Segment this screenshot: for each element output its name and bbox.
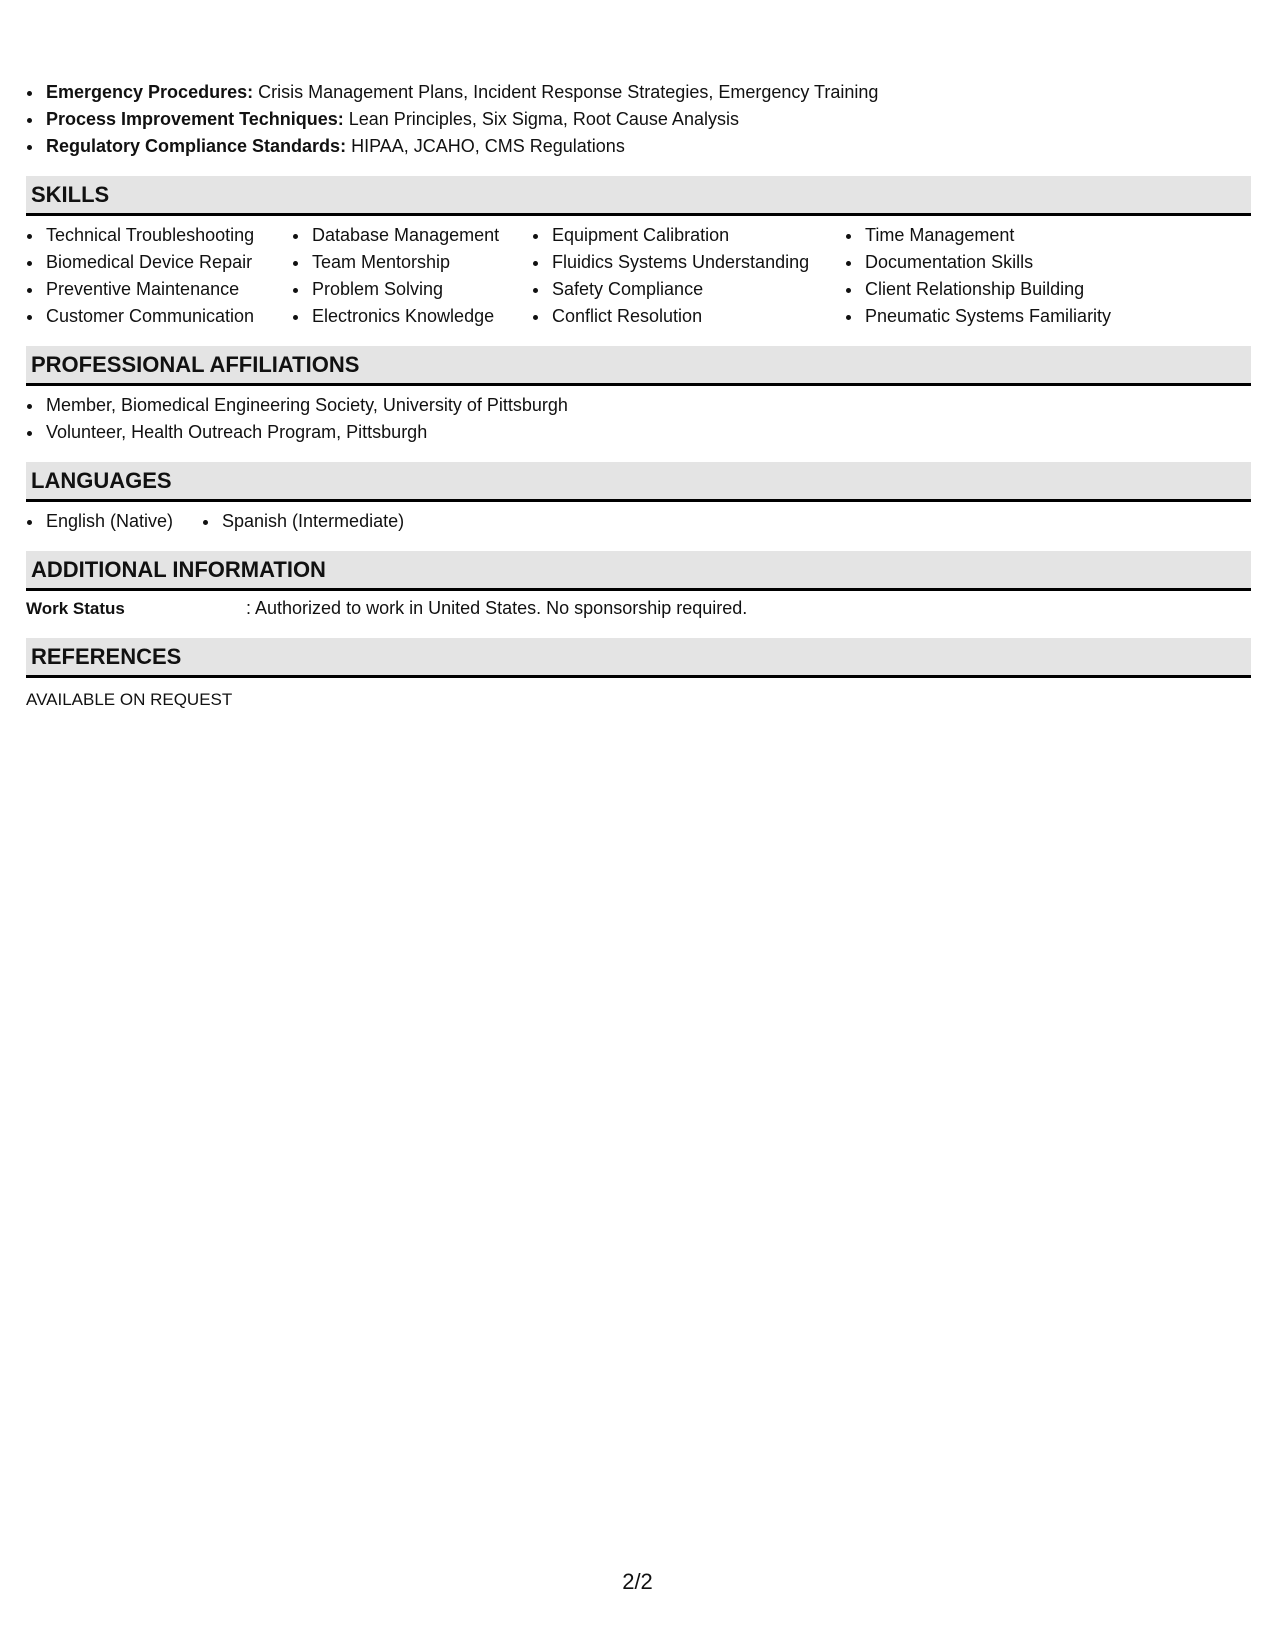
- affiliations-section: [26, 346, 1251, 446]
- list-item: • Biomedical Device Repair: [44, 249, 292, 276]
- section-title-affiliations: PROFESSIONAL AFFILIATIONS: [26, 346, 1251, 386]
- languages-list: [26, 508, 1251, 535]
- list-item: • Member, Biomedical Engineering Society, University of Pittsburgh: [44, 392, 1251, 419]
- list-item-text: Lean Principles, Six Sigma, Root Cause Analysis: [343, 109, 739, 129]
- skills-grid: [26, 222, 1251, 330]
- expertise-list: [26, 79, 1251, 160]
- page-number: 2/2: [622, 1569, 653, 1594]
- list-item: • Equipment Calibration: [550, 222, 845, 249]
- resume-page: [26, 79, 1251, 713]
- list-item: • Pneumatic Systems Familiarity: [863, 303, 1145, 330]
- list-item: [44, 79, 1251, 106]
- work-status-row: [26, 595, 1251, 622]
- list-item: • Technical Troubleshooting: [44, 222, 292, 249]
- list-item-label: Emergency Procedures:: [46, 82, 254, 102]
- list-item: [44, 133, 1251, 160]
- list-item: • Electronics Knowledge: [310, 303, 532, 330]
- skills-column: [292, 222, 532, 330]
- list-item: • Spanish (Intermediate): [220, 508, 404, 535]
- references-text: AVAILABLE ON REQUEST: [26, 690, 233, 709]
- list-item: • Volunteer, Health Outreach Program, Pittsburgh: [44, 419, 1251, 446]
- work-status-value: : Authorized to work in United States. No sponsorship required.: [246, 598, 748, 618]
- skills-column: [532, 222, 845, 330]
- work-status-label: Work Status: [26, 599, 125, 618]
- list-item: • Preventive Maintenance: [44, 276, 292, 303]
- list-item: • English (Native): [44, 508, 202, 535]
- list-item: • Time Management: [863, 222, 1145, 249]
- skills-section: [26, 176, 1251, 330]
- list-item: • Team Mentorship: [310, 249, 532, 276]
- section-title-additional-info: ADDITIONAL INFORMATION: [26, 551, 1251, 591]
- list-item: • Documentation Skills: [863, 249, 1145, 276]
- list-item: • Customer Communication: [44, 303, 292, 330]
- list-item: • Database Management: [310, 222, 532, 249]
- section-title-skills: SKILLS: [26, 176, 1251, 216]
- list-item: [44, 106, 1251, 133]
- section-title-references: REFERENCES: [26, 638, 1251, 678]
- list-item-label: Process Improvement Techniques:: [46, 109, 344, 129]
- references-section: [26, 638, 1251, 713]
- list-item: • Conflict Resolution: [550, 303, 845, 330]
- list-item-text: HIPAA, JCAHO, CMS Regulations: [346, 136, 625, 156]
- affiliations-list: [26, 392, 1251, 446]
- list-item: • Client Relationship Building: [863, 276, 1145, 303]
- section-title-languages: LANGUAGES: [26, 462, 1251, 502]
- list-item: • Problem Solving: [310, 276, 532, 303]
- list-item-text: Crisis Management Plans, Incident Response Strategies, Emergency Training: [253, 82, 879, 102]
- skills-column: [26, 222, 292, 330]
- list-item: • Safety Compliance: [550, 276, 845, 303]
- language-column: [202, 508, 404, 535]
- list-item: • Fluidics Systems Understanding: [550, 249, 845, 276]
- skills-column: [845, 222, 1145, 330]
- additional-info-section: [26, 551, 1251, 622]
- list-item-label: Regulatory Compliance Standards:: [46, 136, 347, 156]
- language-column: [26, 508, 202, 535]
- languages-section: [26, 462, 1251, 535]
